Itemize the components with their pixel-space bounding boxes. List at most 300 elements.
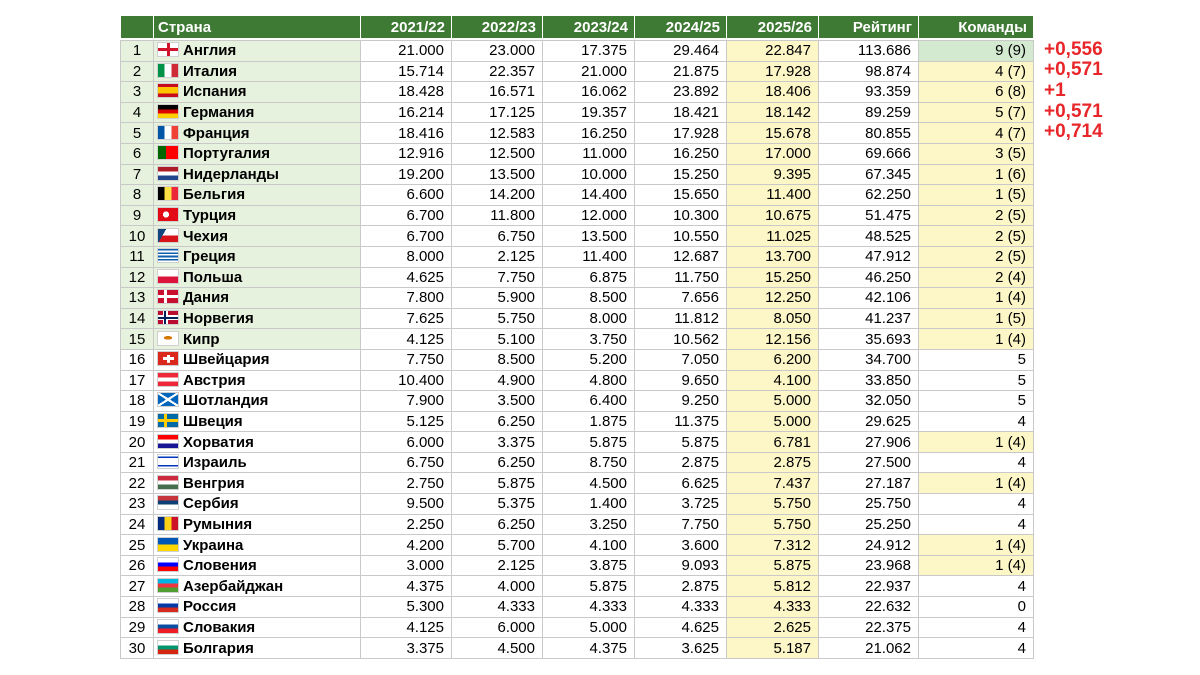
rating-delta: +0,714 [1044,121,1103,143]
country-cell [154,576,361,597]
header-season-2023-24: 2023/24 [543,16,635,38]
country-cell [154,494,361,515]
season-2023-24-cell: 4.333 [543,597,635,618]
country-cell [154,411,361,432]
austria-flag-icon [157,372,179,387]
teams-cell: 1 (4) [919,432,1034,453]
season-2022-23-cell: 3.375 [452,432,543,453]
season-2024-25-cell: 12.687 [635,246,727,267]
rank-cell: 28 [121,597,154,618]
country-cell [154,452,361,473]
germany-flag-icon [157,104,179,119]
season-2024-25-cell: 3.600 [635,535,727,556]
country-cell [154,349,361,370]
table-row [121,143,1034,164]
country-cell [154,638,361,659]
season-2023-24-cell: 3.750 [543,329,635,350]
season-2022-23-cell: 2.125 [452,246,543,267]
country-cell [154,185,361,206]
teams-cell: 1 (4) [919,555,1034,576]
season-2025-26-cell: 10.675 [727,205,819,226]
country-name: Швеция [183,412,243,430]
country-name: Болгария [183,639,254,657]
teams-cell: 2 (5) [919,246,1034,267]
header-season-2021-22: 2021/22 [361,16,452,38]
season-2024-25-cell: 3.725 [635,494,727,515]
season-2022-23-cell: 12.500 [452,143,543,164]
season-2025-26-cell: 7.437 [727,473,819,494]
table-row [121,514,1034,535]
season-2023-24-cell: 5.000 [543,617,635,638]
season-2024-25-cell: 10.562 [635,329,727,350]
season-2023-24-cell: 19.357 [543,102,635,123]
season-2025-26-cell: 13.700 [727,246,819,267]
season-2025-26-cell: 18.142 [727,102,819,123]
teams-cell: 1 (5) [919,308,1034,329]
country-cell [154,82,361,103]
rating-cell: 41.237 [819,308,919,329]
country-name: Португалия [183,145,271,163]
rating-cell: 25.250 [819,514,919,535]
table-row [121,638,1034,659]
season-2023-24-cell: 13.500 [543,226,635,247]
table-row [121,576,1034,597]
season-2022-23-cell: 5.700 [452,535,543,556]
country-cell [154,535,361,556]
teams-cell: 1 (4) [919,473,1034,494]
season-2023-24-cell: 4.375 [543,638,635,659]
table-row [121,391,1034,412]
table-row [121,432,1034,453]
season-2022-23-cell: 4.333 [452,597,543,618]
teams-cell: 5 [919,370,1034,391]
teams-cell: 5 [919,391,1034,412]
rating-delta: +1 [1044,79,1066,101]
country-name: Дания [183,289,230,307]
season-2021-22-cell: 18.416 [361,123,452,144]
season-2024-25-cell: 7.656 [635,288,727,309]
scotland-flag-icon [157,392,179,407]
season-2025-26-cell: 2.625 [727,617,819,638]
rank-cell: 24 [121,514,154,535]
france-flag-icon [157,125,179,140]
denmark-flag-icon [157,289,179,304]
season-2024-25-cell: 7.050 [635,349,727,370]
russia-flag-icon [157,598,179,613]
season-2022-23-cell: 3.500 [452,391,543,412]
table-row [121,555,1034,576]
country-name: Венгрия [183,474,245,492]
romania-flag-icon [157,516,179,531]
country-name: Германия [183,104,255,122]
rating-cell: 80.855 [819,123,919,144]
season-2021-22-cell: 4.125 [361,617,452,638]
table-row [121,329,1034,350]
country-cell [154,514,361,535]
country-ranking-table [120,16,1034,659]
season-2021-22-cell: 7.800 [361,288,452,309]
country-cell [154,617,361,638]
country-cell [154,226,361,247]
season-2022-23-cell: 7.750 [452,267,543,288]
rating-cell: 33.850 [819,370,919,391]
spain-flag-icon [157,83,179,98]
teams-cell: 2 (5) [919,226,1034,247]
season-2021-22-cell: 4.375 [361,576,452,597]
rating-cell: 67.345 [819,164,919,185]
season-2024-25-cell: 10.550 [635,226,727,247]
teams-cell: 6 (8) [919,82,1034,103]
turkey-flag-icon [157,207,179,222]
bulgaria-flag-icon [157,640,179,655]
rank-cell: 4 [121,102,154,123]
croatia-flag-icon [157,434,179,449]
season-2021-22-cell: 7.750 [361,349,452,370]
season-2025-26-cell: 15.678 [727,123,819,144]
season-2023-24-cell: 8.750 [543,452,635,473]
season-2022-23-cell: 8.500 [452,349,543,370]
season-2022-23-cell: 4.500 [452,638,543,659]
country-cell [154,308,361,329]
table-row [121,267,1034,288]
season-2024-25-cell: 9.650 [635,370,727,391]
rank-cell: 3 [121,82,154,103]
season-2021-22-cell: 2.250 [361,514,452,535]
season-2025-26-cell: 4.333 [727,597,819,618]
season-2022-23-cell: 2.125 [452,555,543,576]
country-cell [154,267,361,288]
season-2021-22-cell: 4.125 [361,329,452,350]
season-2021-22-cell: 6.000 [361,432,452,453]
country-cell [154,246,361,267]
season-2021-22-cell: 6.700 [361,226,452,247]
teams-cell: 4 [919,576,1034,597]
country-name: Азербайджан [183,577,284,595]
table-row [121,617,1034,638]
season-2025-26-cell: 17.928 [727,61,819,82]
season-2021-22-cell: 4.625 [361,267,452,288]
country-cell [154,370,361,391]
teams-cell: 0 [919,597,1034,618]
season-2021-22-cell: 6.600 [361,185,452,206]
season-2025-26-cell: 18.406 [727,82,819,103]
season-2024-25-cell: 21.875 [635,61,727,82]
rank-cell: 29 [121,617,154,638]
rating-cell: 24.912 [819,535,919,556]
teams-cell: 3 (5) [919,143,1034,164]
table-row [121,205,1034,226]
rank-cell: 2 [121,61,154,82]
slovakia-flag-icon [157,619,179,634]
teams-cell: 1 (6) [919,164,1034,185]
serbia-flag-icon [157,495,179,510]
rank-cell: 23 [121,494,154,515]
season-2023-24-cell: 8.500 [543,288,635,309]
rating-delta: +0,556 [1044,38,1103,60]
season-2023-24-cell: 14.400 [543,185,635,206]
rank-cell: 14 [121,308,154,329]
rank-cell: 22 [121,473,154,494]
header-rating: Рейтинг [819,16,919,38]
season-2025-26-cell: 11.400 [727,185,819,206]
season-2021-22-cell: 6.700 [361,205,452,226]
rank-cell: 11 [121,246,154,267]
table-row [121,411,1034,432]
header-season-2025-26: 2025/26 [727,16,819,38]
season-2024-25-cell: 15.250 [635,164,727,185]
belgium-flag-icon [157,186,179,201]
season-2022-23-cell: 5.375 [452,494,543,515]
country-cell [154,329,361,350]
season-2021-22-cell: 16.214 [361,102,452,123]
season-2022-23-cell: 5.875 [452,473,543,494]
teams-cell: 4 [919,452,1034,473]
country-cell [154,288,361,309]
table-row [121,61,1034,82]
season-2024-25-cell: 17.928 [635,123,727,144]
season-2021-22-cell: 6.750 [361,452,452,473]
season-2022-23-cell: 6.250 [452,411,543,432]
country-cell [154,555,361,576]
season-2024-25-cell: 6.625 [635,473,727,494]
table-row [121,123,1034,144]
rating-cell: 51.475 [819,205,919,226]
season-2023-24-cell: 1.400 [543,494,635,515]
season-2022-23-cell: 5.900 [452,288,543,309]
country-name: Россия [183,598,237,616]
table-row [121,494,1034,515]
country-name: Турция [183,207,237,225]
teams-cell: 4 [919,494,1034,515]
header-season-2022-23: 2022/23 [452,16,543,38]
season-2025-26-cell: 6.200 [727,349,819,370]
season-2022-23-cell: 11.800 [452,205,543,226]
teams-cell: 2 (4) [919,267,1034,288]
season-2021-22-cell: 3.375 [361,638,452,659]
season-2025-26-cell: 5.750 [727,514,819,535]
country-name: Греция [183,248,236,266]
portugal-flag-icon [157,145,179,160]
season-2024-25-cell: 11.750 [635,267,727,288]
country-name: Нидерланды [183,165,279,183]
country-cell [154,164,361,185]
rating-cell: 22.375 [819,617,919,638]
teams-cell: 4 [919,514,1034,535]
teams-cell: 2 (5) [919,205,1034,226]
country-name: Бельгия [183,186,246,204]
season-2022-23-cell: 6.250 [452,452,543,473]
season-2023-24-cell: 1.875 [543,411,635,432]
rank-cell: 12 [121,267,154,288]
season-2023-24-cell: 11.400 [543,246,635,267]
season-2024-25-cell: 2.875 [635,452,727,473]
cyprus-flag-icon [157,331,179,346]
season-2024-25-cell: 9.093 [635,555,727,576]
season-2024-25-cell: 4.333 [635,597,727,618]
teams-cell: 1 (5) [919,185,1034,206]
season-2024-25-cell: 16.250 [635,143,727,164]
rating-cell: 93.359 [819,82,919,103]
rating-cell: 62.250 [819,185,919,206]
teams-cell: 5 (7) [919,102,1034,123]
rating-cell: 35.693 [819,329,919,350]
header-row [121,16,1034,38]
country-cell [154,143,361,164]
country-name: Хорватия [183,433,254,451]
slovenia-flag-icon [157,557,179,572]
season-2021-22-cell: 7.625 [361,308,452,329]
season-2022-23-cell: 6.000 [452,617,543,638]
table-row [121,349,1034,370]
teams-cell: 4 [919,638,1034,659]
rating-cell: 29.625 [819,411,919,432]
rating-cell: 98.874 [819,61,919,82]
season-2021-22-cell: 4.200 [361,535,452,556]
season-2025-26-cell: 15.250 [727,267,819,288]
rank-cell: 6 [121,143,154,164]
rating-cell: 22.937 [819,576,919,597]
rank-cell: 18 [121,391,154,412]
header-teams: Команды [919,16,1034,38]
table-row [121,288,1034,309]
season-2022-23-cell: 4.000 [452,576,543,597]
italy-flag-icon [157,63,179,78]
switzerland-flag-icon [157,351,179,366]
season-2025-26-cell: 8.050 [727,308,819,329]
season-2023-24-cell: 12.000 [543,205,635,226]
season-2024-25-cell: 10.300 [635,205,727,226]
season-2021-22-cell: 21.000 [361,41,452,62]
czechia-flag-icon [157,228,179,243]
country-name: Словакия [183,618,256,636]
rating-cell: 25.750 [819,494,919,515]
season-2023-24-cell: 10.000 [543,164,635,185]
table-row [121,226,1034,247]
season-2023-24-cell: 5.200 [543,349,635,370]
season-2025-26-cell: 6.781 [727,432,819,453]
table-row [121,164,1034,185]
season-2025-26-cell: 4.100 [727,370,819,391]
teams-cell: 1 (4) [919,288,1034,309]
season-2024-25-cell: 5.875 [635,432,727,453]
teams-cell: 4 [919,411,1034,432]
teams-cell: 4 (7) [919,123,1034,144]
country-name: Австрия [183,371,246,389]
england-flag-icon [157,42,179,57]
rank-cell: 16 [121,349,154,370]
season-2023-24-cell: 16.062 [543,82,635,103]
season-2023-24-cell: 11.000 [543,143,635,164]
season-2025-26-cell: 2.875 [727,452,819,473]
country-name: Сербия [183,495,239,513]
rating-cell: 21.062 [819,638,919,659]
season-2023-24-cell: 17.375 [543,41,635,62]
country-name: Шотландия [183,392,269,410]
rating-cell: 48.525 [819,226,919,247]
season-2021-22-cell: 15.714 [361,61,452,82]
season-2025-26-cell: 5.875 [727,555,819,576]
season-2024-25-cell: 11.375 [635,411,727,432]
table-row [121,370,1034,391]
table-row [121,102,1034,123]
season-2021-22-cell: 10.400 [361,370,452,391]
rating-cell: 23.968 [819,555,919,576]
table-row [121,185,1034,206]
rating-cell: 69.666 [819,143,919,164]
teams-cell: 4 (7) [919,61,1034,82]
rank-cell: 27 [121,576,154,597]
season-2024-25-cell: 18.421 [635,102,727,123]
rating-delta: +0,571 [1044,100,1103,122]
season-2023-24-cell: 6.400 [543,391,635,412]
season-2025-26-cell: 12.250 [727,288,819,309]
season-2022-23-cell: 4.900 [452,370,543,391]
season-2021-22-cell: 18.428 [361,82,452,103]
country-name: Чехия [183,227,228,245]
season-2025-26-cell: 9.395 [727,164,819,185]
season-2025-26-cell: 5.812 [727,576,819,597]
rating-cell: 22.632 [819,597,919,618]
rank-cell: 17 [121,370,154,391]
season-2022-23-cell: 23.000 [452,41,543,62]
country-cell [154,102,361,123]
table-row [121,82,1034,103]
country-cell [154,61,361,82]
season-2022-23-cell: 22.357 [452,61,543,82]
poland-flag-icon [157,269,179,284]
season-2021-22-cell: 5.300 [361,597,452,618]
season-2021-22-cell: 8.000 [361,246,452,267]
ukraine-flag-icon [157,537,179,552]
season-2022-23-cell: 6.750 [452,226,543,247]
table-row [121,597,1034,618]
season-2022-23-cell: 14.200 [452,185,543,206]
season-2025-26-cell: 5.000 [727,411,819,432]
header-country: Страна [154,16,361,38]
rank-cell: 20 [121,432,154,453]
season-2023-24-cell: 4.500 [543,473,635,494]
teams-cell: 9 (9) [919,41,1034,62]
season-2023-24-cell: 21.000 [543,61,635,82]
season-2025-26-cell: 7.312 [727,535,819,556]
season-2022-23-cell: 6.250 [452,514,543,535]
rank-cell: 10 [121,226,154,247]
rating-cell: 27.500 [819,452,919,473]
season-2024-25-cell: 29.464 [635,41,727,62]
country-name: Англия [183,42,237,60]
rank-cell: 8 [121,185,154,206]
season-2023-24-cell: 16.250 [543,123,635,144]
country-name: Италия [183,62,237,80]
season-2024-25-cell: 3.625 [635,638,727,659]
season-2024-25-cell: 7.750 [635,514,727,535]
season-2023-24-cell: 8.000 [543,308,635,329]
season-2023-24-cell: 3.875 [543,555,635,576]
rank-cell: 9 [121,205,154,226]
country-cell [154,473,361,494]
rank-cell: 5 [121,123,154,144]
country-cell [154,123,361,144]
country-name: Украина [183,536,244,554]
rank-cell: 21 [121,452,154,473]
netherlands-flag-icon [157,166,179,181]
season-2022-23-cell: 16.571 [452,82,543,103]
rank-cell: 13 [121,288,154,309]
season-2021-22-cell: 2.750 [361,473,452,494]
teams-cell: 5 [919,349,1034,370]
rating-cell: 27.187 [819,473,919,494]
rating-cell: 46.250 [819,267,919,288]
